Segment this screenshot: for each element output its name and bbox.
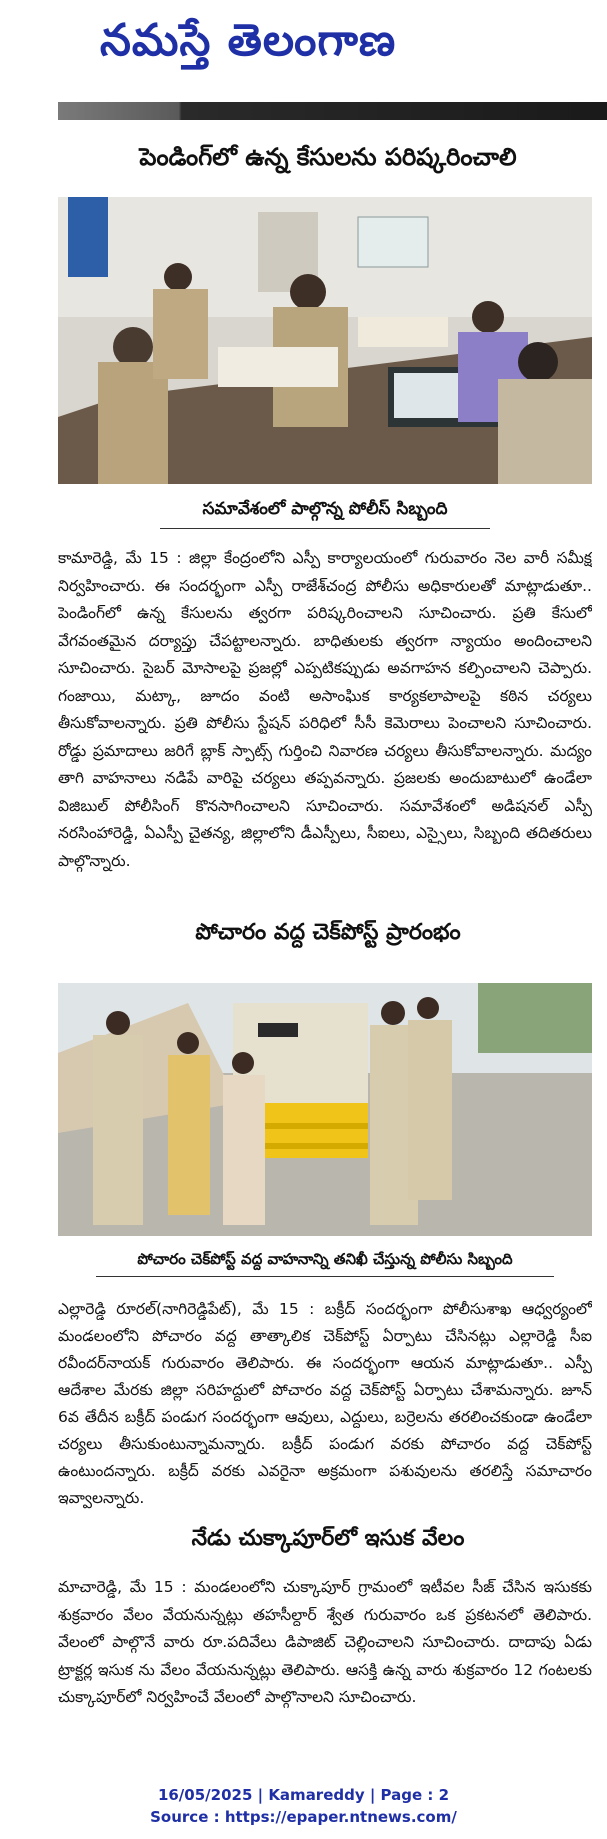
article2-headline: పోచారం వద్ద చెక్‌పోస్ట్ ప్రారంభం (195, 920, 461, 945)
footer-date-edition: 16/05/2025 | Kamareddy | Page : 2 (157, 1786, 450, 1804)
article3-body: మాచారెడ్డి, మే 15 : మండలంలోని చుక్కాపూర్ గ్రామంలో ఇటీవల సీజ్ చేసిన ఇసుకకు శుక్రవారం వేలం వేయనున్నట్లు తహసీల్దార్ శ్వేత గురువారం ఒక ప్రకటనలో తెలిపారు. వేలంలో పాల్గొనే వారు రూ.పదివేలు డిపాజిట్ చెల్లించాలని సూచించారు. దాదాపు ఏడు ట్రాక్టర్ల ఇసుక ను వేలం వేయనున్నట్లు తెలిపారు. ఆసక్తి ఉన్న వారు శుక్రవారం 12 గంటలకు చుక్కాపూర్‌లో నిర్వహించే వేలంలో పాల్గొనాలని సూచించారు. (58, 1578, 592, 1706)
article1-headline: పెండింగ్‌లో ఉన్న కేసులను పరిష్కరించాలి (139, 143, 517, 171)
article1-photo (58, 197, 592, 484)
masthead-divider-bar (58, 102, 607, 120)
article1-body: కామారెడ్డి, మే 15 : జిల్లా కేంద్రంలోని ఎస్పీ కార్యాలయంలో గురువారం నెల వారీ సమీక్ష నిర్వహించారు. ఈ సందర్భంగా ఎస్పీ రాజేశ్‌చంద్ర పోలీసు అధికారులతో మాట్లాడుతూ.. పెండింగ్‌లో ఉన్న కేసులను త్వరగా పరిష్కరించాలని సూచించారు. ప్రతి కేసులో వేగవంతమైన దర్యాప్తు చేపట్టాలన్నారు. బాధితులకు త్వరగా న్యాయం అందించాలని సూచించారు. సైబర్ మోసాలపై ప్రజల్లో ఎప్పటికప్పుడు అవగాహన కల్పించాలని చెప్పారు. గంజాయి, మట్కా, జూదం వంటి అసాంఘిక కార్యకలాపాలపై కఠిన చర్యలు తీసుకోవాలన్నారు. ప్రతి పోలీసు స్టేషన్ పరిధిలో సీసీ కెమెరాలు పెంచాలని సూచించారు. రోడ్డు ప్రమాదాలు జరిగే బ్లాక్ స్పాట్స్ గుర్తించి నివారణ చర్యలు తీసుకోవాలన్నారు. మద్యం తాగి వాహనాలు నడిపే వారిపై చర్యలు తప్పవన్నారు. ప్రజలకు అందుబాటులో ఉండేలా విజిబుల్ పోలీసింగ్ కొనసాగించాలని సూచించారు. సమావేశంలో అడిషనల్ ఎస్పీ నరసింహారెడ్డి, ఏఎస్పీ చైతన్య, జిల్లాలోని డీఎస్పీలు, సీఐలు, ఎస్సైలు, సిబ్బంది తదితరులు పాల్గొన్నారు. (58, 549, 592, 870)
footer-source-link[interactable]: Source : https://epaper.ntnews.com/ (150, 1808, 457, 1826)
article2-body: ఎల్లారెడ్డి రూరల్(నాగిరెడ్డిపేట్), మే 15 : బక్రీద్ సందర్భంగా పోలీసుశాఖ ఆధ్వర్యంలో మండలంలోని పోచారం వద్ద తాత్కాలిక చెక్‌పోస్ట్ ఏర్పాటు చేసినట్లు ఎల్లారెడ్డి సీఐ రవీందర్‌నాయక్ గురువారం తెలిపారు. ఈ సందర్భంగా ఆయన మాట్లాడుతూ.. ఎస్పీ ఆదేశాల మేరకు జిల్లా సరిహద్దులో పోచారం వద్ద చెక్‌పోస్ట్ ఏర్పాటు చేశామన్నారు. జూన్ 6వ తేదీన బక్రీద్ పండుగ సందర్భంగా ఆవులు, ఎద్దులు, బర్రెలను తరలించకుండా ఉండేలా చర్యలు తీసుకుంటున్నామన్నారు. బక్రీద్ పండుగ వరకు పోచారం వద్ద చెక్‌పోస్ట్ ఉంటుందన్నారు. బక్రీద్ వరకు ఎవరైనా అక్రమంగా పశువులను తరలిస్తే సమాచారం ఇవ్వాలన్నారు. (58, 1300, 592, 1507)
article2-photo (58, 983, 592, 1236)
newspaper-logo: నమస్తే తెలంగాణ (100, 15, 397, 66)
article3-headline: నేడు చుక్కాపూర్‌లో ఇసుక వేలం (191, 1526, 465, 1551)
police-meeting-photo (58, 197, 592, 484)
masthead (0, 0, 607, 112)
caption-underline (160, 528, 490, 529)
article2-photo-caption: పోచారం చెక్‌పోస్ట్ వద్ద వాహనాన్ని తనిఖీ చేస్తున్న పోలీసు సిబ్బంది (137, 1250, 513, 1268)
article1-photo-caption: సమావేశంలో పాల్గొన్న పోలీస్ సిబ్బంది (202, 499, 448, 519)
caption-underline (96, 1276, 554, 1277)
checkpost-photo (58, 983, 592, 1236)
